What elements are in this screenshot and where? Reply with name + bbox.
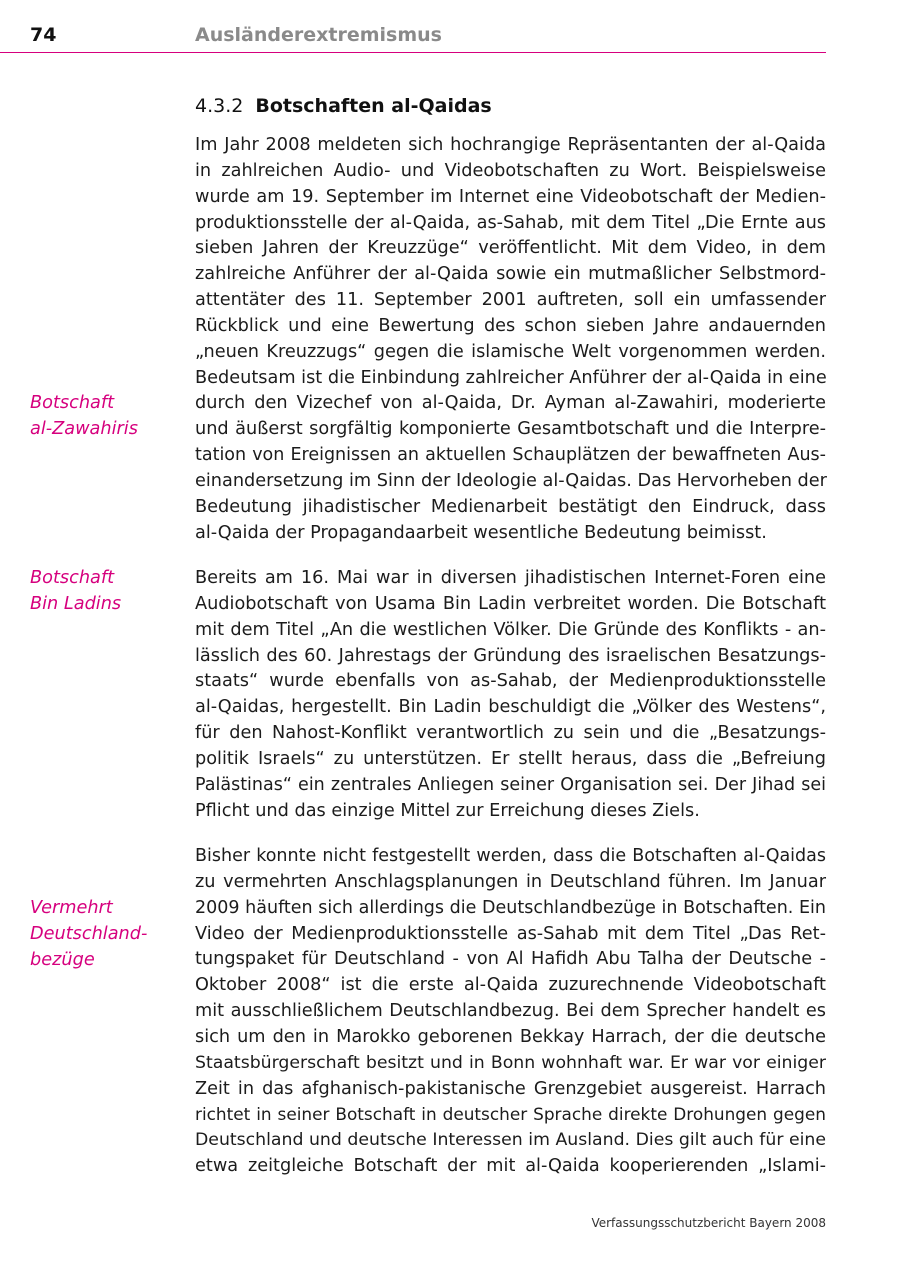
section-number: 4.3.2 <box>195 95 244 117</box>
text-line: tungspaket für Deutschland - von Al Hafidh Abu Talha der Deutsche - <box>195 949 826 970</box>
paragraph-3 <box>195 844 826 1180</box>
text-line: Rückblick und eine Bewertung des schon sieben Jahre andauernden <box>195 315 826 336</box>
margin-note-line: Vermehrt <box>30 898 113 918</box>
paragraph-2 <box>195 566 826 824</box>
text-line: Palästinas“ ein zentrales Anliegen seiner Organisation sei. Der Jihad sei <box>195 774 826 795</box>
text-line: Deutschland und deutsche Interessen im Ausland. Dies gilt auch für eine <box>195 1130 826 1151</box>
text-line: sich um den in Marokko geborenen Bekkay Harrach, der die deutsche <box>195 1026 826 1047</box>
text-line: mit dem Titel „An die westlichen Völker. Die Gründe des Konflikts - an- <box>195 619 826 640</box>
chapter-title: Ausländerextremismus <box>195 24 442 46</box>
text-line: wurde am 19. September im Internet eine Videobotschaft der Medien- <box>195 186 826 207</box>
margin-note-deutschland <box>30 896 147 974</box>
text-line: Im Jahr 2008 meldeten sich hochrangige Repräsentanten der al-Qaida <box>195 135 826 155</box>
text-line: staats“ wurde ebenfalls von as-Sahab, der Medienproduktionsstelle <box>195 671 826 692</box>
margin-note-line: Botschaft <box>30 393 115 413</box>
text-line: „neuen Kreuzzugs“ gegen die islamische Welt vorgenommen werden. <box>195 341 826 362</box>
margin-note-bin-ladin <box>30 566 121 618</box>
text-line: Bedeutung jihadistischer Medienarbeit bestätigt den Eindruck, dass <box>195 496 826 517</box>
text-line: und äußerst sorgfältig komponierte Gesamtbotschaft und die Interpre- <box>195 419 826 440</box>
text-line: Bisher konnte nicht festgestellt werden, dass die Botschaften al-Qaidas <box>195 846 826 866</box>
text-line: politik Israels“ zu unterstützen. Er stellt heraus, dass die „Befreiung <box>195 748 826 769</box>
text-line: zahlreiche Anführer der al-Qaida sowie ein mutmaßlicher Selbstmord- <box>195 264 826 285</box>
text-line: Bedeutsam ist die Einbindung zahlreicher Anführer der al-Qaida in eine <box>195 367 827 388</box>
section-title: Botschaften al-Qaidas <box>255 95 492 117</box>
text-line: Bereits am 16. Mai war in diversen jihadistischen Internet-Foren eine <box>195 568 826 588</box>
text-line: Audiobotschaft von Usama Bin Ladin verbreitet worden. Die Botschaft <box>195 593 826 614</box>
text-line: Staatsbürgerschaft besitzt und in Bonn wohnhaft war. Er war vor einiger <box>195 1052 826 1073</box>
text-line: richtet in seiner Botschaft in deutscher Sprache direkte Drohungen gegen <box>195 1104 826 1125</box>
margin-note-line: Bin Ladins <box>30 593 122 614</box>
text-line: 2009 häuften sich allerdings die Deutschlandbezüge in Botschaften. Ein <box>195 897 826 918</box>
text-line: durch den Vizechef von al-Qaida, Dr. Ayman al-Zawahiri, moderierte <box>195 393 826 414</box>
text-line: Video der Medienproduktionsstelle as-Sahab mit dem Titel „Das Ret- <box>195 923 826 944</box>
paragraph-1 <box>195 133 826 547</box>
text-line: sieben Jahren der Kreuzzüge“ veröffentlicht. Mit dem Video, in dem <box>195 238 826 259</box>
text-line: Pflicht und das einzige Mittel zur Erreichung dieses Ziels. <box>195 800 700 821</box>
text-line: einandersetzung im Sinn der Ideologie al-Qaidas. Das Hervorheben der <box>195 470 827 491</box>
text-line: zu vermehrten Anschlagsplanungen in Deutschland führen. Im Januar <box>195 871 826 892</box>
text-line: tation von Ereignissen an aktuellen Schauplätzen der bewaffneten Aus- <box>195 445 826 466</box>
text-line: al-Qaida der Propagandaarbeit wesentliche Bedeutung beimisst. <box>195 522 767 543</box>
margin-note-line: bezüge <box>30 949 95 970</box>
text-line: mit ausschließlichem Deutschlandbezug. Bei dem Sprecher handelt es <box>195 1001 826 1022</box>
text-line: Zeit in das afghanisch-pakistanische Grenzgebiet ausgereist. Harrach <box>195 1078 826 1099</box>
page-number: 74 <box>30 24 57 46</box>
text-line: etwa zeitgleiche Botschaft der mit al-Qaida kooperierenden „Islami- <box>195 1156 826 1177</box>
text-line: in zahlreichen Audio- und Videobotschaften zu Wort. Beispielsweise <box>195 160 826 181</box>
text-line: produktionsstelle der al-Qaida, as-Sahab, mit dem Titel „Die Ernte aus <box>195 212 826 233</box>
text-line: attentäter des 11. September 2001 auftreten, soll ein umfassender <box>195 290 826 311</box>
margin-note-line: al-Zawahiris <box>30 418 138 439</box>
margin-note-line: Deutschland- <box>30 923 148 944</box>
margin-note-zawahiri <box>30 391 138 443</box>
text-line: für den Nahost-Konflikt verantwortlich zu sein und die „Besatzungs- <box>195 723 826 744</box>
text-line: lässlich des 60. Jahrestags der Gründung des israelischen Besatzungs- <box>195 645 826 666</box>
page-footer: Verfassungsschutzbericht Bayern 2008 <box>591 1216 826 1230</box>
section-heading <box>195 95 492 117</box>
text-line: Oktober 2008“ ist die erste al-Qaida zuzurechnende Videobotschaft <box>195 975 826 996</box>
margin-note-line: Botschaft <box>30 568 115 588</box>
text-line: al-Qaidas, hergestellt. Bin Ladin beschuldigt die „Völker des Westens“, <box>195 697 826 718</box>
